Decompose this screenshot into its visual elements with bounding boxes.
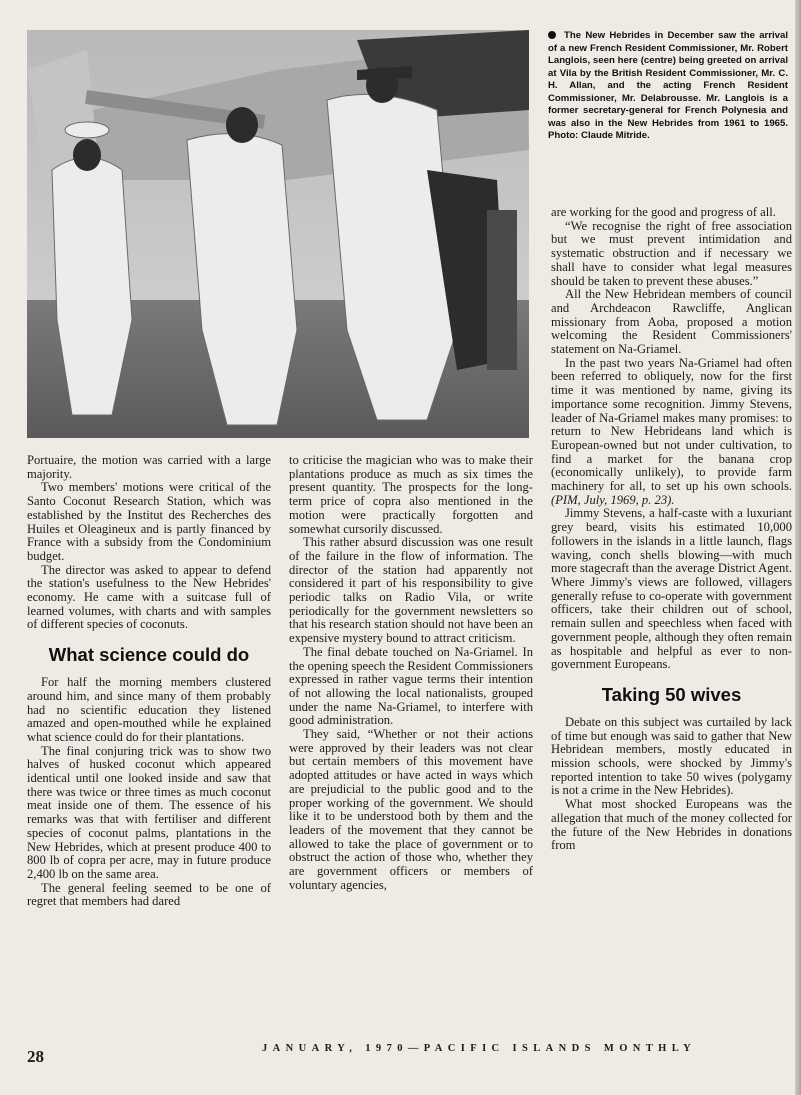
caption-text: The New Hebrides in December saw the arrival of a new French Resident Commissioner, Mr. Robert Langlois, seen here (centre) being greeted on arrival at Vila by the British Resident Commissioner, Mr. C. H. Allan, and the acting French Resident Commissioner, Mr. Delabrousse. Mr. Langlois is a former secretary-general for French Polynesia and was also in the New Hebrides from 1961 to 1965. Photo: Claude Mitride. xyxy=(548,30,788,142)
photo-caption xyxy=(548,30,788,143)
paragraph: This rather absurd discussion was one result of the failure in the flow of information. The director of the station had apparently not considered it part of his responsibility to give periodic talks on Radio Vila, or write periodically for the government newsletters so that his research station should not have been an expensive mystery bound to attract criticism. xyxy=(289,535,533,646)
page-footer xyxy=(0,1043,801,1073)
paragraph: “We recognise the right of free association but we must prevent intimidation and systematic obstruction and if necessary we shall have to consider what legal measures should be taken to prevent these abuses.” xyxy=(551,218,792,288)
bullet-icon xyxy=(548,31,556,39)
paragraph: are working for the good and progress of all. xyxy=(551,205,776,219)
paragraph: For half the morning members clustered around him, and since many of them probably had no scientific education they listened amazed and open-mouthed while he explained what science could do for their plantations. xyxy=(27,675,271,744)
page-number: 28 xyxy=(27,1047,44,1066)
article-column-3 xyxy=(551,206,792,853)
paragraph: What most shocked Europeans was the allegation that much of the money collected for the future of the New Hebrides in donations from xyxy=(551,797,792,853)
citation: (PIM, July, 1969, p. 23). xyxy=(551,492,675,507)
page-edge xyxy=(795,0,801,1095)
officials-greeting-photo xyxy=(27,30,529,438)
paragraph: They said, “Whether or not their actions were approved by their leaders was not clear but certain members of this movement have adopted attitudes or have acted in ways which are prejudicial to the public good and to the proper working of the government. We should like it to be understood both by them and the leaders of the movement that they cannot be allowed to take the place of government or to obstruct the action of those who, whether they are government officers or members of voluntary agencies, xyxy=(289,727,533,892)
paragraph: The final conjuring trick was to show two halves of husked coconut which appeared identical until one looked inside and saw that there was twice or three times as much coconut meat inside one of them. The essence of his remarks was that with fertiliser and different species of coconut palms, plantations in the New Hebrides, which at present produce 400 to 800 lb of copra per acre, may in future produce 2,400 lb on the same area. xyxy=(27,743,271,881)
paragraph: Jimmy Stevens, a half-caste with a luxuriant grey beard, visits his estimated 10,000 followers in the islands in a little launch, flags waving, conch shells blowing—with much more stagecraft than the average District Agent. Where Jimmy's views are followed, villagers generally refuse to co-operate with government officers, take their children out of school, remain sullen and speechless when faced with government people, although they often remain as hospitable and helpful as ever to non-government Europeans. xyxy=(551,506,792,672)
article-column-1 xyxy=(27,454,271,909)
paragraph: The general feeling seemed to be one of regret that members had dared xyxy=(27,880,271,909)
paragraph xyxy=(551,357,792,508)
paragraph: The director was asked to appear to defend the station's usefulness to the New Hebrides' economy. He came with a suitcase full of learned volumes, with charts and with samples of different species of coconuts. xyxy=(27,562,271,632)
paragraph: All the New Hebridean members of council and Archdeacon Rawcliffe, Anglican missionary from Aoba, proposed a motion welcoming the Resident Commissioners' statement on Na-Griamel. xyxy=(551,287,792,357)
paragraph: The final debate touched on Na-Griamel. In the opening speech the Resident Commissioners expressed in rather vague terms their intention of not allowing the local nationalists, grouped under the name Na-Griamel, to interfere with good administration. xyxy=(289,644,533,728)
article-column-2 xyxy=(289,454,533,893)
paragraph: Two members' motions were critical of the Santo Coconut Research Station, which was established by the Institut des Recherches des Huiles et Oleagineux and is partly financed by France with a subsidy from the Condominium budget. xyxy=(27,480,271,563)
section-heading: Taking 50 wives xyxy=(601,683,742,705)
paragraph: to criticise the magician who was to make their plantations produce as much as six times the present quantity. The prospects for the long-term price of copra also mentioned in the motion were practically forgotten and somewhat cursorily discussed. xyxy=(289,453,533,536)
section-heading: What science could do xyxy=(48,644,250,666)
paragraph: Portuaire, the motion was carried with a large majority. xyxy=(27,453,271,481)
paragraph-text: In the past two years Na-Griamel had often been referred to obliquely, now for the first time it was mentioned by name, giving its importance some recognition. Jimmy Stevens, leader of Na-Griamel makes many promises: to return to New Hebrideans land which is European-owned but not under cultivation, to find a market for the banana crop (economically unlikely), to provide farm machinery for all, to set up his own schools. xyxy=(551,355,792,494)
paragraph: Debate on this subject was curtailed by lack of time but enough was said to gather that New Hebridean members, mostly educated in mission schools, were shocked by Jimmy's reported intention to take 50 wives (polygamy is not a crime in the New Hebrides). xyxy=(551,714,792,798)
news-photo xyxy=(27,30,529,438)
running-title: JANUARY, 1970—PACIFIC ISLANDS MONTHLY xyxy=(262,1043,697,1054)
